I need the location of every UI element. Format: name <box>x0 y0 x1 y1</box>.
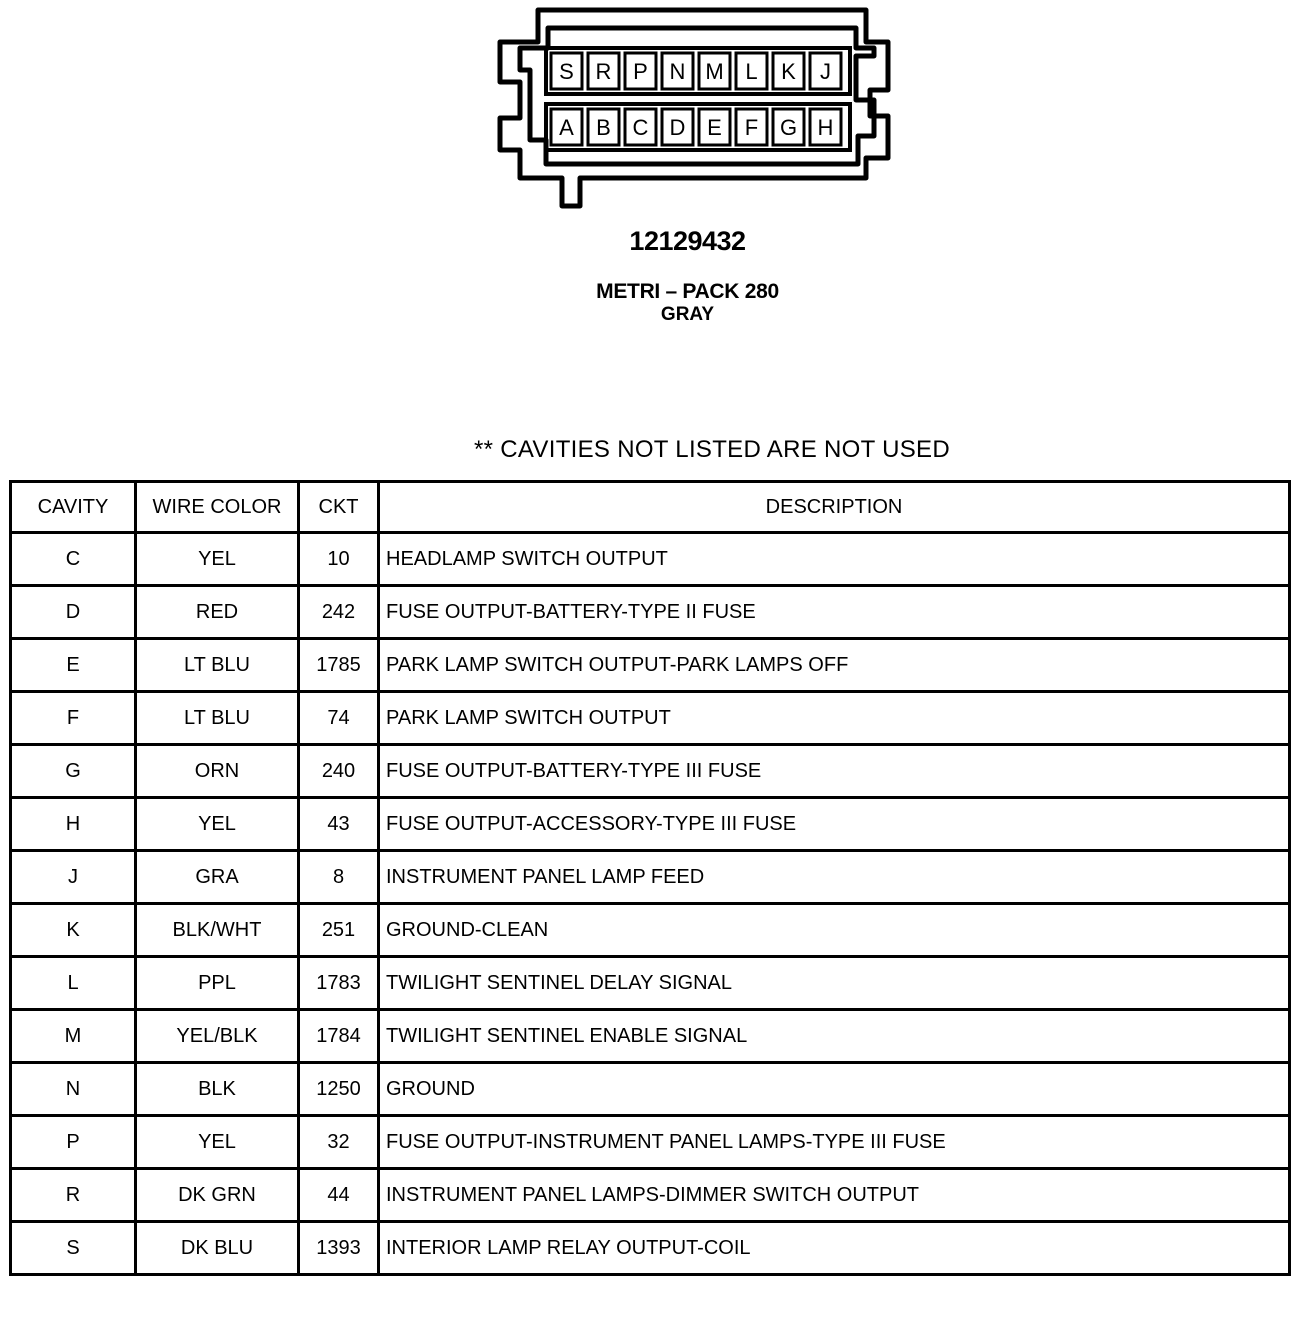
cell-description: GROUND <box>379 1063 1290 1116</box>
cell-description: FUSE OUTPUT-INSTRUMENT PANEL LAMPS-TYPE III FUSE <box>379 1116 1290 1169</box>
cavity-g <box>773 109 804 145</box>
cavity-n <box>662 53 693 89</box>
table-row <box>11 1169 1290 1222</box>
cell-wire-color: LT BLU <box>136 639 299 692</box>
cavity-label: E <box>707 115 722 140</box>
cell-wire-color: YEL/BLK <box>136 1010 299 1063</box>
cell-cavity: C <box>11 533 136 586</box>
cavity-label: P <box>633 59 648 84</box>
cell-wire-color: DK BLU <box>136 1222 299 1275</box>
cell-wire-color: YEL <box>136 533 299 586</box>
header-description: DESCRIPTION <box>379 482 1290 533</box>
cell-description: TWILIGHT SENTINEL ENABLE SIGNAL <box>379 1010 1290 1063</box>
cell-ckt: 44 <box>299 1169 379 1222</box>
cell-ckt: 1783 <box>299 957 379 1010</box>
cell-ckt: 32 <box>299 1116 379 1169</box>
cell-ckt: 240 <box>299 745 379 798</box>
connector-color: GRAY <box>660 304 715 325</box>
cell-wire-color: PPL <box>136 957 299 1010</box>
cavity-k <box>773 53 804 89</box>
cell-wire-color: DK GRN <box>136 1169 299 1222</box>
cell-cavity: N <box>11 1063 136 1116</box>
cell-ckt: 10 <box>299 533 379 586</box>
cavity-b <box>588 109 619 145</box>
cell-cavity: D <box>11 586 136 639</box>
table-row <box>11 851 1290 904</box>
cavity-label: H <box>817 115 834 140</box>
cell-description: GROUND-CLEAN <box>379 904 1290 957</box>
cavity-label: J <box>820 59 831 84</box>
cell-wire-color: BLK <box>136 1063 299 1116</box>
top-row-cavities <box>551 53 841 89</box>
cavity-l <box>736 53 767 89</box>
cell-cavity: E <box>11 639 136 692</box>
table-row <box>11 1116 1290 1169</box>
unused-cavities-note: ** CAVITIES NOT LISTED ARE NOT USED <box>474 436 950 463</box>
cell-description: INSTRUMENT PANEL LAMP FEED <box>379 851 1290 904</box>
cell-wire-color: LT BLU <box>136 692 299 745</box>
cavity-label: A <box>559 115 574 140</box>
cell-description: FUSE OUTPUT-BATTERY-TYPE III FUSE <box>379 745 1290 798</box>
cavity-label: M <box>705 59 724 84</box>
cavity-label: L <box>745 59 758 84</box>
cell-description: TWILIGHT SENTINEL DELAY SIGNAL <box>379 957 1290 1010</box>
cell-ckt: 1784 <box>299 1010 379 1063</box>
cell-cavity: L <box>11 957 136 1010</box>
pinout-table <box>9 480 1291 1276</box>
cavity-s <box>551 53 582 89</box>
table-row <box>11 1063 1290 1116</box>
cell-ckt: 8 <box>299 851 379 904</box>
cell-cavity: H <box>11 798 136 851</box>
header-wire-color: WIRE COLOR <box>136 482 299 533</box>
cavity-h <box>810 109 841 145</box>
cavity-r <box>588 53 619 89</box>
cavity-m <box>699 53 730 89</box>
cavity-label: S <box>559 59 574 84</box>
cell-ckt: 251 <box>299 904 379 957</box>
cell-description: FUSE OUTPUT-ACCESSORY-TYPE III FUSE <box>379 798 1290 851</box>
table-row <box>11 904 1290 957</box>
cell-cavity: R <box>11 1169 136 1222</box>
cell-description: INTERIOR LAMP RELAY OUTPUT-COIL <box>379 1222 1290 1275</box>
table-header-row <box>11 482 1290 533</box>
cell-ckt: 1250 <box>299 1063 379 1116</box>
cell-ckt: 43 <box>299 798 379 851</box>
cell-wire-color: GRA <box>136 851 299 904</box>
connector-part-number: 12129432 <box>629 226 746 256</box>
cavity-label: F <box>744 115 759 140</box>
bottom-row-cavities <box>551 109 841 145</box>
cell-wire-color: RED <box>136 586 299 639</box>
cavity-label: R <box>595 59 612 84</box>
table-row <box>11 957 1290 1010</box>
pinout-table-body <box>11 533 1290 1275</box>
cavity-d <box>662 109 693 145</box>
cell-ckt: 74 <box>299 692 379 745</box>
cavity-e <box>699 109 730 145</box>
cell-cavity: G <box>11 745 136 798</box>
header-cavity: CAVITY <box>11 482 136 533</box>
cavity-label: N <box>669 59 686 84</box>
cavity-label: C <box>632 115 649 140</box>
cavity-c <box>625 109 656 145</box>
table-row <box>11 745 1290 798</box>
cavity-label: K <box>781 59 796 84</box>
cell-wire-color: YEL <box>136 1116 299 1169</box>
cell-description: HEADLAMP SWITCH OUTPUT <box>379 533 1290 586</box>
cavity-label: G <box>779 115 798 140</box>
cell-wire-color: YEL <box>136 798 299 851</box>
table-row <box>11 639 1290 692</box>
connector-face-diagram <box>0 0 1312 420</box>
cavity-j <box>810 53 841 89</box>
cell-cavity: M <box>11 1010 136 1063</box>
cell-cavity: J <box>11 851 136 904</box>
cell-ckt: 242 <box>299 586 379 639</box>
cell-description: INSTRUMENT PANEL LAMPS-DIMMER SWITCH OUTPUT <box>379 1169 1290 1222</box>
cell-description: PARK LAMP SWITCH OUTPUT-PARK LAMPS OFF <box>379 639 1290 692</box>
cavity-a <box>551 109 582 145</box>
table-row <box>11 692 1290 745</box>
cavity-p <box>625 53 656 89</box>
table-row <box>11 586 1290 639</box>
table-row <box>11 1010 1290 1063</box>
cavity-label: D <box>669 115 686 140</box>
cell-ckt: 1785 <box>299 639 379 692</box>
table-row <box>11 798 1290 851</box>
table-row <box>11 533 1290 586</box>
cell-cavity: F <box>11 692 136 745</box>
cell-wire-color: ORN <box>136 745 299 798</box>
cavity-f <box>736 109 767 145</box>
header-ckt: CKT <box>299 482 379 533</box>
connector-series: METRI – PACK 280 <box>596 280 779 303</box>
cell-cavity: P <box>11 1116 136 1169</box>
cell-wire-color: BLK/WHT <box>136 904 299 957</box>
table-row <box>11 1222 1290 1275</box>
cell-cavity: S <box>11 1222 136 1275</box>
cell-cavity: K <box>11 904 136 957</box>
cell-ckt: 1393 <box>299 1222 379 1275</box>
cell-description: PARK LAMP SWITCH OUTPUT <box>379 692 1290 745</box>
cavity-label: B <box>596 115 611 140</box>
cell-description: FUSE OUTPUT-BATTERY-TYPE II FUSE <box>379 586 1290 639</box>
